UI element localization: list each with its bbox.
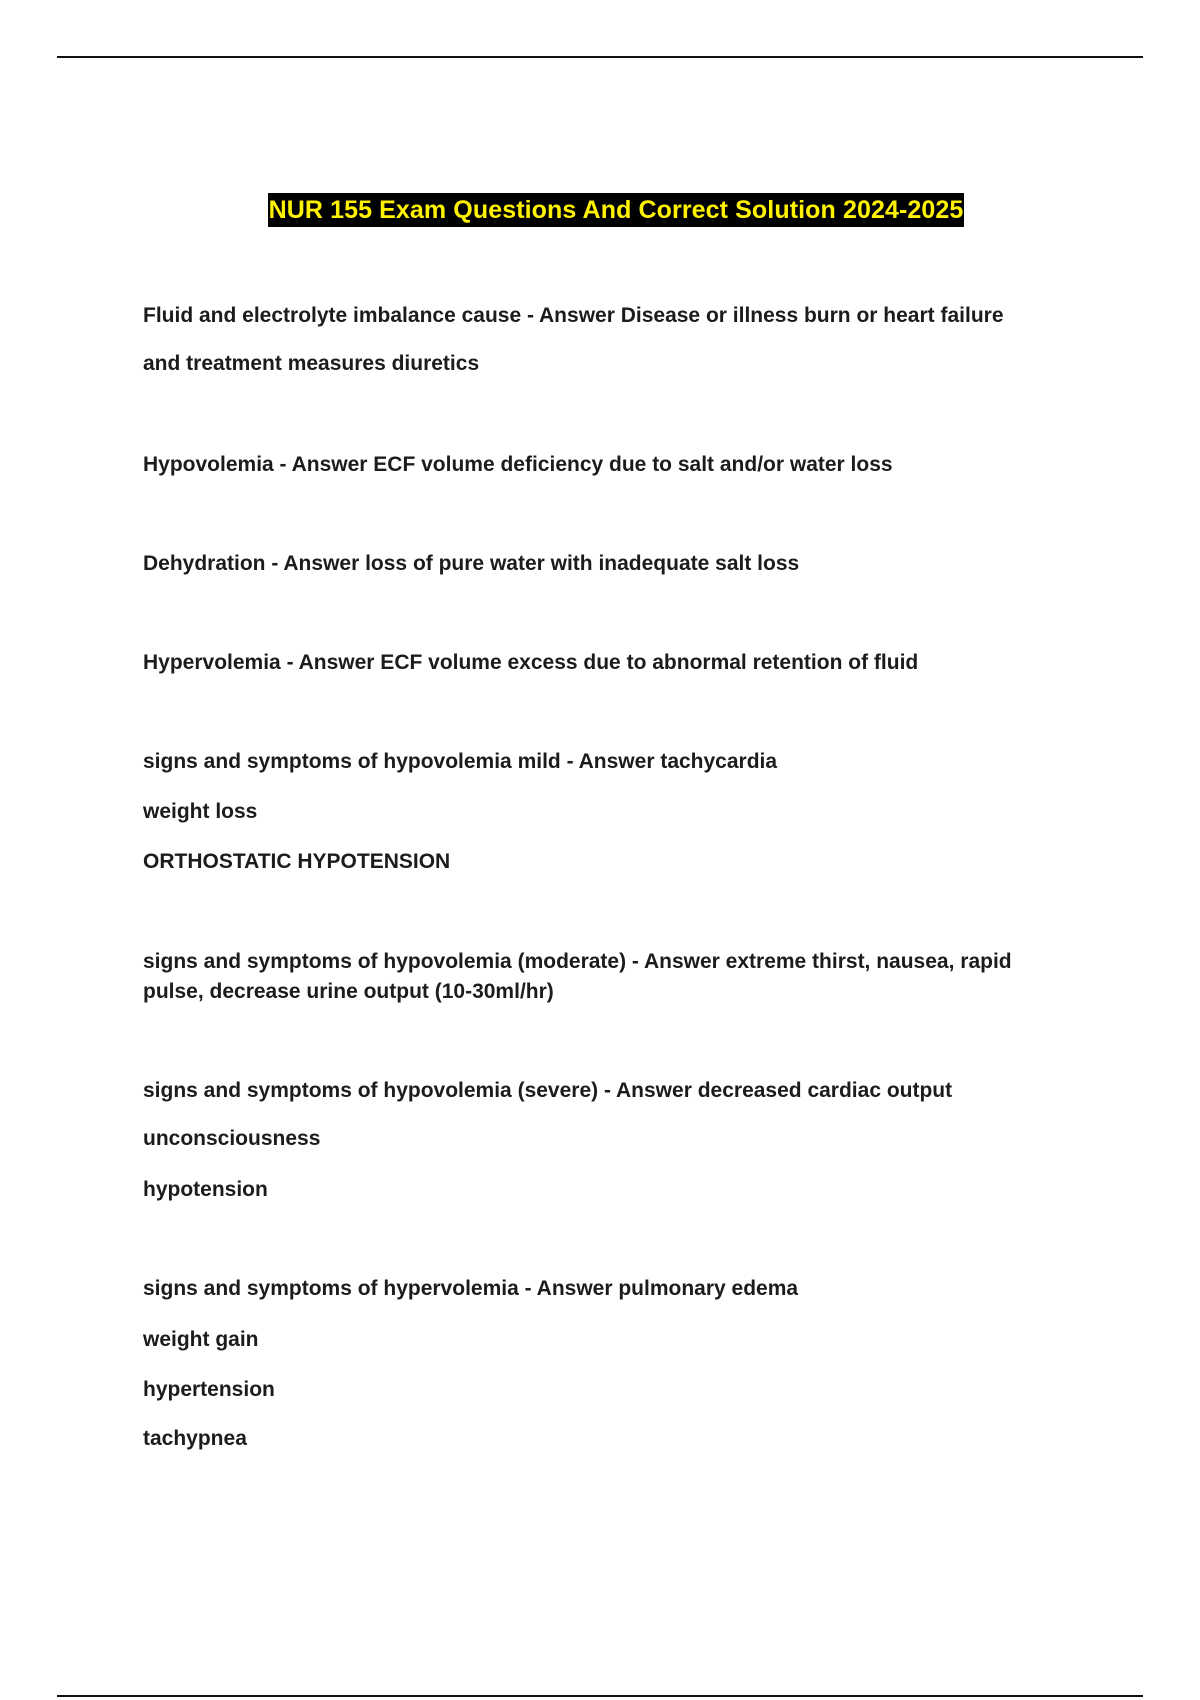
qa-line-11: signs and symptoms of hypovolemia (severe) - Answer decreased cardiac output [143, 1079, 953, 1102]
qa-line-9: signs and symptoms of hypovolemia (moderate) - Answer extreme thirst, nausea, rapid [143, 950, 1012, 973]
document-title: NUR 155 Exam Questions And Correct Solution 2024-2025 [268, 193, 965, 227]
qa-line-7: weight loss [143, 800, 258, 823]
qa-line-4: Dehydration - Answer loss of pure water with inadequate salt loss [143, 552, 800, 575]
qa-line-15: weight gain [143, 1328, 259, 1351]
bottom-rule [57, 1695, 1143, 1697]
qa-line-3: Hypovolemia - Answer ECF volume deficiency due to salt and/or water loss [143, 453, 893, 476]
qa-line-1: Fluid and electrolyte imbalance cause - Answer Disease or illness burn or heart failure [143, 304, 1004, 327]
qa-line-5: Hypervolemia - Answer ECF volume excess due to abnormal retention of fluid [143, 651, 919, 674]
qa-line-6: signs and symptoms of hypovolemia mild - Answer tachycardia [143, 750, 778, 773]
qa-line-2: and treatment measures diuretics [143, 352, 480, 375]
qa-line-13: hypotension [143, 1178, 268, 1201]
top-rule [57, 56, 1143, 58]
qa-line-17: tachypnea [143, 1427, 247, 1450]
qa-line-16: hypertension [143, 1378, 275, 1401]
qa-line-14: signs and symptoms of hypervolemia - Answer pulmonary edema [143, 1277, 799, 1300]
title-wrapper [0, 193, 1200, 227]
qa-line-8: ORTHOSTATIC HYPOTENSION [143, 850, 451, 873]
qa-line-12: unconsciousness [143, 1127, 321, 1150]
qa-line-10: pulse, decrease urine output (10-30ml/hr) [143, 980, 554, 1003]
